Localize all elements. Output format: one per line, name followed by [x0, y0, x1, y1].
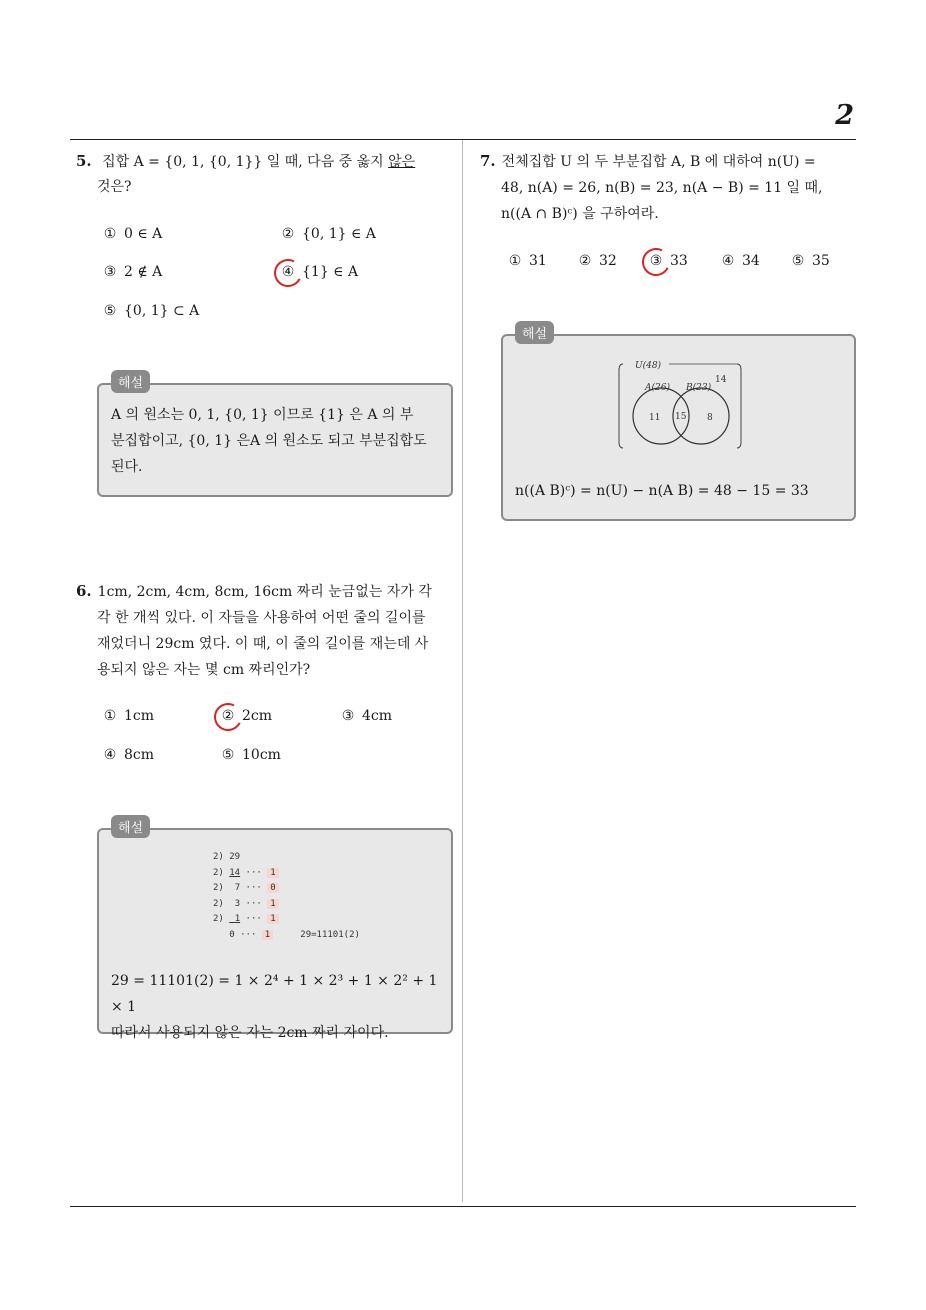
- header-rule: [70, 139, 856, 140]
- choice-1[interactable]: ① 0 ∈ A: [103, 226, 163, 242]
- question-5-continued: 것은?: [97, 179, 132, 195]
- column-divider: [462, 140, 463, 1202]
- solution-box: [97, 383, 453, 497]
- question-text: 용되지 않은 자는 몇 cm 짜리인가?: [97, 662, 311, 678]
- solution-line: A 의 원소는 0, 1, {0, 1} 이므로 {1} 은 A 의 부: [111, 407, 414, 423]
- choice-3[interactable]: ③ 4cm: [341, 708, 393, 724]
- venn-diagram: [613, 356, 747, 456]
- choice-2[interactable]: ② {0, 1} ∈ A: [281, 226, 376, 242]
- choice-4[interactable]: ④ 8cm: [103, 747, 155, 763]
- choice-3-selected[interactable]: ③ 33: [646, 253, 688, 269]
- choice-5[interactable]: ⑤ 10cm: [221, 747, 281, 763]
- solution-line: 된다.: [111, 459, 143, 475]
- solution-line: 분집합이고, {0, 1} 은A 의 원소도 되고 부분집합도: [111, 433, 427, 449]
- selected-answer-mark: ④: [278, 264, 298, 280]
- question-6: [76, 578, 456, 683]
- choice-1[interactable]: ① 31: [508, 253, 547, 269]
- question-text: 48, n(A) = 26, n(B) = 23, n(A − B) = 11 일 때,: [501, 180, 823, 196]
- division-row: 2) 14 ··· 1: [213, 866, 360, 882]
- universe-label: U(48): [635, 361, 662, 371]
- question-number: 5.: [76, 152, 92, 170]
- division-row: 2) 7 ··· 0: [213, 881, 360, 897]
- set-a-label: A(26): [645, 383, 670, 393]
- division-result: 29=11101(2): [300, 929, 360, 940]
- intersection-value: 15: [675, 412, 687, 422]
- page-number: 2: [835, 100, 854, 131]
- selected-answer-mark: ③: [646, 253, 666, 269]
- footer-rule: [70, 1206, 856, 1207]
- division-row: 2) 1 ··· 1: [213, 912, 360, 928]
- solution-box: [97, 828, 453, 1041]
- solution-line: 따라서 사용되지 않은 자는 2cm 짜리 자이다.: [111, 1025, 389, 1041]
- question-5: [76, 148, 456, 175]
- selected-answer-mark: ②: [218, 708, 238, 724]
- question-7: [480, 148, 860, 227]
- choice-5[interactable]: ⑤ 35: [791, 253, 830, 269]
- solution-tag: 해설: [111, 370, 150, 393]
- choice-4[interactable]: ④ 34: [721, 253, 760, 269]
- question-text: n((A ∩ B)ᶜ) 을 구하여라.: [501, 206, 659, 222]
- question-text: 전체집합 U 의 두 부분집합 A, B 에 대하여 n(U) =: [501, 154, 816, 170]
- underlined-word: 않은: [388, 154, 416, 170]
- division-row: 2) 29: [213, 852, 241, 862]
- question-number: 6.: [76, 582, 92, 600]
- choice-4-selected[interactable]: ④ {1} ∈ A: [278, 264, 358, 280]
- choice-2-selected[interactable]: ② 2cm: [218, 708, 272, 724]
- choice-1[interactable]: ① 1cm: [103, 708, 155, 724]
- choice-5[interactable]: ⑤ {0, 1} ⊂ A: [103, 303, 200, 319]
- question-text: 각 한 개씩 있다. 이 자들을 사용하여 어떤 줄의 길이를: [97, 610, 426, 626]
- division-row: 2) 3 ··· 1: [213, 897, 360, 913]
- solution-box: [501, 334, 856, 521]
- set-b-label: B(23): [686, 383, 712, 393]
- choice-3[interactable]: ③ 2 ∉ A: [103, 264, 163, 280]
- solution-line: 29 = 11101(2) = 1 × 2⁴ + 1 × 2³ + 1 × 2² + 1 × 1: [111, 973, 438, 1015]
- question-text: 1cm, 2cm, 4cm, 8cm, 16cm 짜리 눈금없는 자가 각: [97, 584, 432, 600]
- a-only-value: 11: [649, 413, 661, 423]
- binary-division-calc: [213, 850, 360, 943]
- outside-value: 14: [715, 375, 727, 385]
- solution-tag: 해설: [111, 815, 150, 838]
- question-text: 집합 A = {0, 1, {0, 1}} 일 때, 다음 중 옳지: [102, 154, 389, 170]
- b-only-value: 8: [707, 413, 713, 423]
- question-text: 재었더니 29cm 였다. 이 때, 이 줄의 길이를 재는데 사: [97, 636, 429, 652]
- question-number: 7.: [480, 152, 496, 170]
- division-row: 0 ··· 1 29=11101(2): [229, 929, 360, 940]
- choice-2[interactable]: ② 32: [578, 253, 617, 269]
- solution-line: n((A B)ᶜ) = n(U) − n(A B) = 48 − 15 = 33: [515, 483, 809, 499]
- solution-tag: 해설: [515, 321, 554, 344]
